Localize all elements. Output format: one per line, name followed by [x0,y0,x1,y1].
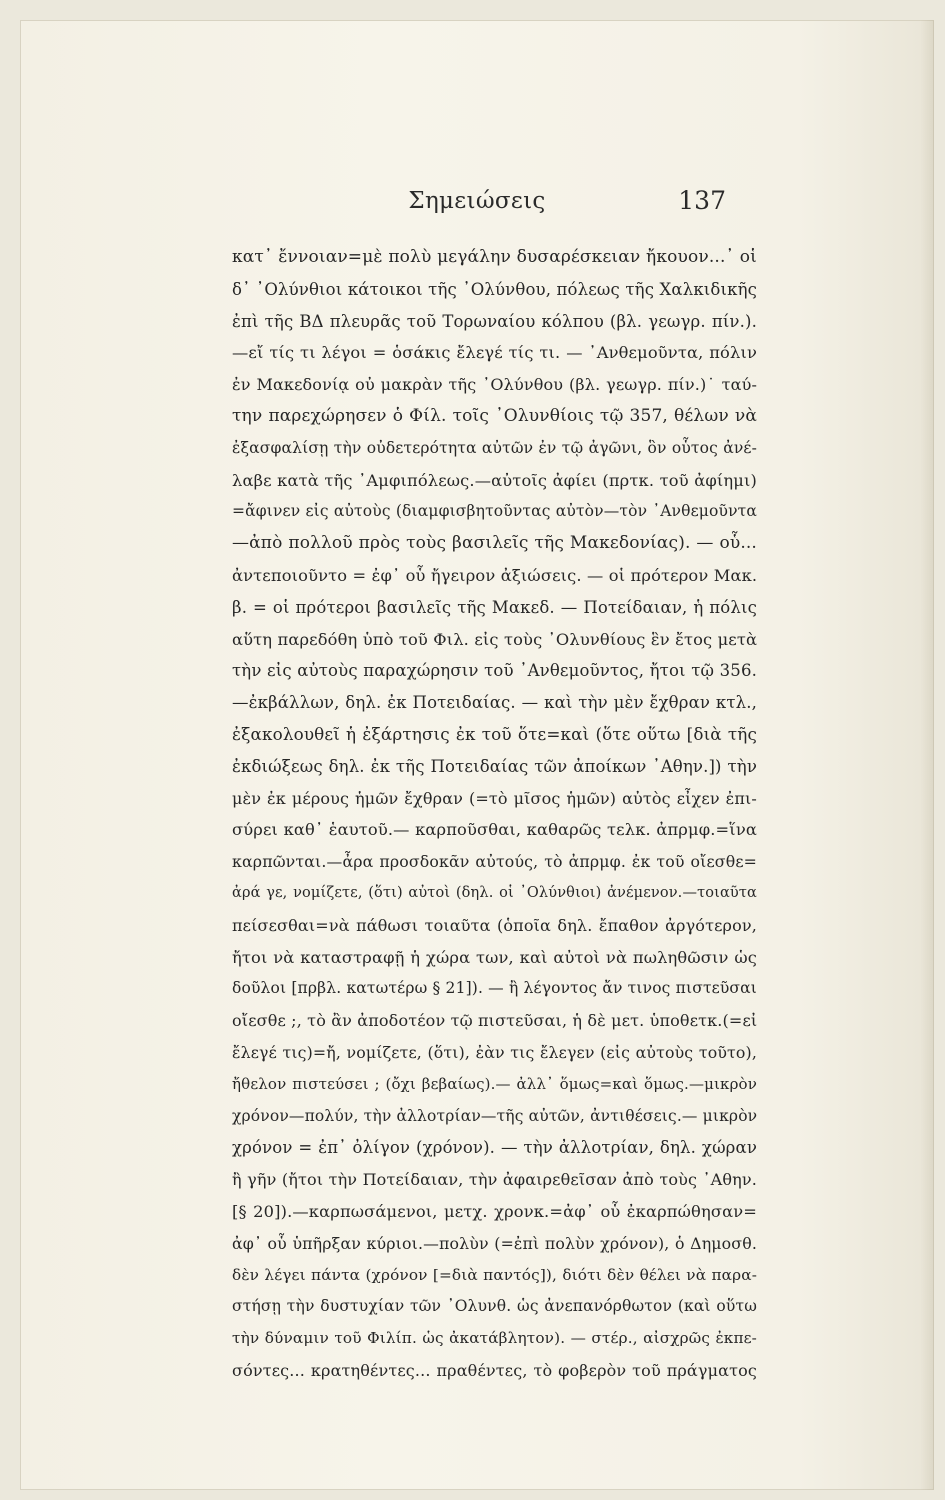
text-line: ἐξασφαλίσῃ τὴν οὐδετερότητα αὐτῶν ἐν τῷ ἀγῶνι, ὃν οὗτος ἀνέ- [232,438,757,457]
text-line: ἐξακολουθεῖ ἡ ἐξάρτησις ἐκ τοῦ ὅτε=καὶ (ὅτε οὕτω [διὰ τῆς [232,723,757,744]
running-title: Σημειώσεις [408,188,546,214]
text-line: αὕτη παρεδόθη ὑπὸ τοῦ Φιλ. εἰς τοὺς ᾽Ολυνθίους ἓν ἔτος μετὰ [232,629,758,649]
text-line: ἀφ᾽ οὗ ὑπῆρξαν κύριοι.—πολὺν (=ἐπὶ πολὺν χρόνον), ὁ Δημοσθ. [232,1233,757,1253]
text-line: καρπῶνται.—ἆρα προσδοκᾶν αὐτούς, τὸ ἀπρμφ. ἐκ τοῦ οἴεσθε= [232,852,757,872]
text-line: [§ 20]).—καρπωσάμενοι, μετχ. χρονκ.=ἀφ᾽ οὗ ἐκαρπώθησαν= [232,1201,757,1221]
text-line: ἤτοι νὰ καταστραφῇ ἡ χώρα των, καὶ αὐτοὶ νὰ πωληθῶσιν ὡς [232,947,757,967]
text-line: σύρει καθ᾽ ἑαυτοῦ.— καρποῦσθαι, καθαρῶς τελκ. ἀπρμφ.=ἵνα [232,820,757,840]
text-line: μὲν ἐκ μέρους ἡμῶν ἔχθραν (=τὸ μῖσος ἡμῶν) αὐτὸς εἶχεν ἐπι- [232,788,757,808]
text-line: κατ᾽ ἔννοιαν=μὲ πολὺ μεγάλην δυσαρέσκειαν ἤκουον...᾽ οἱ [232,247,757,267]
text-line: στήσῃ τὴν δυστυχίαν τῶν ᾽Ολυνθ. ὡς ἀνεπανόρθωτον (καὶ οὕτω [232,1297,757,1316]
page-header [20,180,934,220]
text-line: την παρεχώρησεν ὁ Φίλ. τοῖς ᾽Ολυνθίοις τῷ 357, θέλων νὰ [232,405,757,426]
text-line: ἐκδιώξεως δηλ. ἐκ τῆς Ποτειδαίας τῶν ἀποίκων ᾽Αθην.]) τὴν [232,756,757,776]
text-line: χρόνον—πολύν, τὴν ἀλλοτρίαν—τῆς αὐτῶν, ἀντιθέσεις.— μικρὸν [232,1106,758,1125]
text-line: —ἀπὸ πολλοῦ πρὸς τοὺς βασιλεῖς τῆς Μακεδονίας). — οὗ... [232,533,757,554]
text-line: λαβε κατὰ τῆς ᾽Αμφιπόλεως.—αὐτοῖς ἀφίει (πρτκ. τοῦ ἀφίημι) [232,470,757,490]
text-line: δὲν λέγει πάντα (χρόνον [=διὰ παντός]), διότι δὲν θέλει νὰ παρα- [232,1265,757,1284]
text-line: τὴν εἰς αὐτοὺς παραχώρησιν τοῦ ᾽Ανθεμοῦντος, ἤτοι τῷ 356. [232,661,757,681]
text-line: β. = οἱ πρότεροι βασιλεῖς τῆς Μακεδ. — Ποτείδαιαν, ἡ πόλις [232,597,757,617]
text-line: πείσεσθαι=νὰ πάθωσι τοιαῦτα (ὁποῖα δηλ. ἔπαθον ἀργότερον, [232,915,757,935]
text-line: —εἴ τίς τι λέγοι = ὁσάκις ἔλεγέ τίς τι. — ᾽Ανθεμοῦντα, πόλιν [232,343,757,363]
page-number: 137 [678,186,726,215]
text-line: δοῦλοι [πρβλ. κατωτέρω § 21]). — ἢ λέγοντος ἄν τινος πιστεῦσαι [232,979,757,998]
text-line: χρόνον = ἐπ᾽ ὀλίγον (χρόνον). — τὴν ἀλλοτρίαν, δηλ. χώραν [232,1138,757,1158]
notes-text-block [232,242,757,1387]
text-line: ἤθελον πιστεύσει ; (ὄχι βεβαίως).— ἀλλ᾽ ὅμως=καὶ ὅμως.—μικρὸν [232,1074,757,1093]
text-line: ἀρά γε, νομίζετε, (ὅτι) αὐτοὶ (δηλ. οἱ ᾽Ολύνθιοι) ἀνέμενον.—τοιαῦτα [232,884,757,901]
book-page [20,20,934,1490]
text-line: οἴεσθε ;, τὸ ἂν ἀποδοτέον τῷ πιστεῦσαι, ἡ δὲ μετ. ὑποθετκ.(=εἰ [232,1011,758,1031]
text-line: ἀντεποιοῦντο = ἐφ᾽ οὗ ἤγειρον ἀξιώσεις. — οἱ πρότερον Μακ. [232,565,758,585]
text-line: ἢ γῆν (ἤτοι τὴν Ποτείδαιαν, τὴν ἀφαιρεθεῖσαν ἀπὸ τοὺς ᾽Αθην. [232,1170,757,1190]
text-line: δ᾽ ᾽Ολύνθιοι κάτοικοι τῆς ᾽Ολύνθου, πόλεως τῆς Χαλκιδικῆς [232,279,757,299]
text-line: —ἐκβάλλων, δηλ. ἐκ Ποτειδαίας. — καὶ τὴν μὲν ἔχθραν κτλ., [232,693,757,713]
text-line: σόντες... κρατηθέντες... πραθέντες, τὸ φοβερὸν τοῦ πράγματος [232,1360,757,1380]
text-line: ἔλεγέ τις)=ἤ, νομίζετε, (ὅτι), ἐὰν τις ἔλεγεν (εἰς αὐτοὺς τοῦτο), [232,1042,757,1062]
text-line: =ἄφινεν εἰς αὐτοὺς (διαμφισβητοῦντας αὐτὸν—τὸν ᾽Ανθεμοῦντα [232,502,757,521]
text-line: ἐπὶ τῆς ΒΔ πλευρᾶς τοῦ Τορωναίου κόλπου (βλ. γεωγρ. πίν.). [232,311,757,331]
text-line: ἐν Μακεδονίᾳ οὐ μακρὰν τῆς ᾽Ολύνθου (βλ. γεωγρ. πίν.)˙ ταύ- [232,375,757,395]
text-line: τὴν δύναμιν τοῦ Φιλίπ. ὡς ἀκατάβλητον). — στέρ., αἰσχρῶς ἐκπε- [232,1329,757,1348]
